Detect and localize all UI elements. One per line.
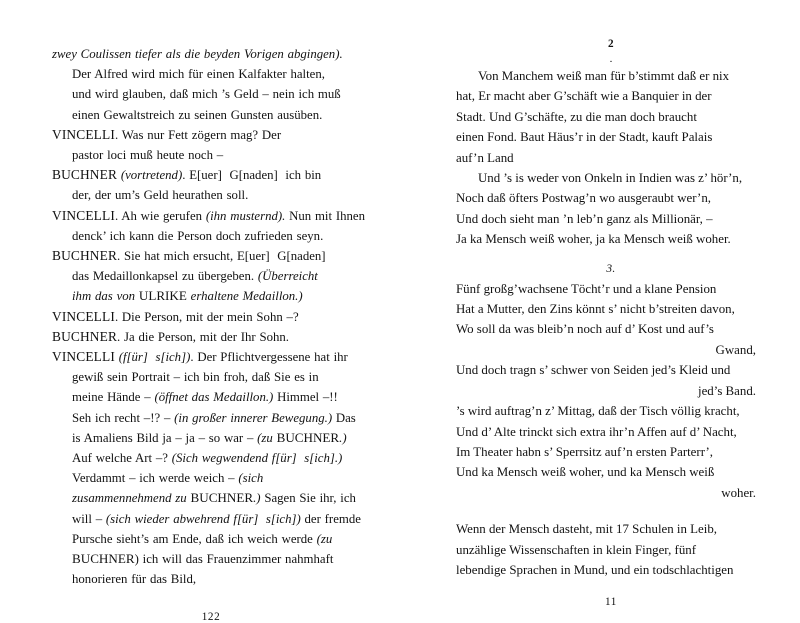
verse-line: Wo soll da was bleib’n noch auf d’ Kost und auf’s [456,322,714,337]
page-number: 11 [605,596,617,609]
dialogue-text: . Die Person, mit der mein Sohn –? [114,309,299,324]
dialogue-line [52,347,370,367]
stage-direction: (in großer innerer Bewegung.) [174,410,333,425]
dialogue-text: . Ah wie gerufen [114,208,206,223]
dialogue-line [52,408,370,428]
speaker-name: VINCELLI [52,308,115,324]
character-reference: ULRIKE [138,288,187,304]
verse-line: Und doch sieht man ’n leb’n ganz als Millionär, – [456,211,713,226]
stage-direction: (sich wieder abwehrend f[ür] s[ich]) [105,511,301,526]
speaker-name: BUCHNER [52,328,118,344]
dialogue-text: . E[uer] G[naden] ich bin [182,168,322,183]
verse-line: Und ’s is weder von Onkeln in Indien was z’ hör’n, [478,171,743,186]
section-dot: . [609,53,613,65]
dialogue-line [52,468,370,488]
dialogue-text: das Medaillonkapsel zu übergeben. [72,269,258,284]
dialogue-text: Auf welche Art –? [72,451,172,466]
dialogue-line [52,428,370,448]
prose-line: unzählige Wissenschaften in klein Finger, fünf [456,542,697,557]
verse-line: Und ka Mensch weiß woher, und ka Mensch weiß [456,465,715,480]
dialogue-text: meine Hände – [72,390,155,405]
character-reference: BUCHNER [190,490,254,506]
stage-direction-line: zwey Coulissen tiefer als die beyden Vorigen abgingen). [52,47,343,61]
dialogue-text: will – [72,511,106,526]
verse-line: Im Theater habn s’ Sperrsitz auf’n ersten Parterr’, [456,444,713,459]
dialogue-text: . Sie hat mich ersucht, E[uer] G[naden] [117,249,326,264]
dialogue-line [52,488,370,508]
character-reference: BUCHNER [276,429,340,445]
dialogue-text: . Der Pflichtvergessene hat ihr [190,350,348,365]
prose-line: lebendige Sprachen in Mund, und ein todschlachtigen [456,562,734,577]
dialogue-text: Verdammt – ich werde weich – [72,471,239,486]
dialogue-line: denck’ ich kann die Person doch zufrieden seyn. [72,228,324,243]
verse-line: ’s wird auftrag’n z’ Mittag, daß der Tisch völlig kracht, [456,404,740,419]
page-number: 122 [201,611,221,623]
stage-direction: erhaltene Medaillon.) [186,289,303,304]
dialogue-line: gewiß sein Portrait – ich bin froh, daß Sie es in [72,370,319,385]
verse-runover-line: woher. [721,485,756,500]
stanza-number: 3. [606,262,616,275]
stage-direction: ihm das von [72,289,139,304]
stage-direction: (Überreicht [257,269,318,284]
dialogue-line [52,165,370,185]
dialogue-line [52,307,370,327]
dialogue-line: pastor loci muß heute noch – [72,148,224,163]
stage-direction: (f[ür] s[ich]) [114,350,191,365]
section-number: 2 [607,38,615,50]
stage-direction: (zu [257,430,277,445]
dialogue-text: Das [332,410,356,425]
stage-direction: (Sich wegwendend f[ür] s[ich].) [171,451,343,466]
dialogue-line: einen Gewaltstreich zu seinen Gunsten ausüben. [72,107,323,122]
stage-direction: zusammennehmend zu [72,491,191,506]
dialogue-text: Seh ich recht –!? – [72,410,175,425]
dialogue-text: Nun mit Ihnen [285,208,365,223]
stage-direction: .) [339,430,347,445]
dialogue-line [52,266,370,286]
verse-line: Stadt. Und G’schäfte, zu die man doch braucht [456,109,697,124]
dialogue-text: Himmel –!! [273,390,338,405]
verse-line: Fünf großg’wachsene Töcht’r und a klane Pension [456,281,717,296]
verse-line: einen Fond. Baut Häus’r in der Stadt, kauft Palais [456,130,713,145]
stage-direction: .) [253,491,261,506]
dialogue-text: . Was nur Fett zögern mag? Der [114,127,282,142]
verse-line: Und d’ Alte trinckt sich extra ihr’n Affen auf d’ Nacht, [456,424,737,439]
stage-direction: (sich [238,471,264,486]
dialogue-line [52,246,370,266]
verse-line: auf’n Land [456,150,514,165]
verse-line: Und doch tragn s’ schwer von Seiden jed’s Kleid und [456,363,731,378]
stage-direction-line [52,286,370,306]
dialogue-text: der fremde [300,511,361,526]
speaker-name: VINCELLI [52,349,115,365]
stanza-gap [456,250,766,259]
dialogue-text: is Amaliens Bild ja – ja – so war – [72,430,258,445]
verse-line: hat, Er macht aber G’schäft wie a Banquier in der [456,89,712,104]
dialogue-line: honorieren für das Bild, [72,572,197,587]
verse-line: Von Manchem weiß man für b’stimmt daß er nix [478,69,730,83]
dialogue-line [52,529,370,549]
speaker-name: VINCELLI [52,207,115,223]
dialogue-text: Pursche sieht’s am Ende, daß ich weich werde [72,531,317,546]
stage-direction: (öffnet das Medaillon.) [154,390,274,405]
dialogue-line: Der Alfred wird mich für einen Kalfakter halten, [72,67,325,82]
stage-direction: (ihn musternd). [205,208,286,223]
dialogue-line [52,549,370,569]
verse-line: Ja ka Mensch weiß woher, ja ka Mensch weiß woher. [456,232,731,247]
dialogue-line [52,327,370,347]
dialogue-line [52,206,370,226]
dialogue-line: und wird glauben, daß mich ’s Geld – nein ich muß [72,87,341,102]
character-reference: BUCHNER [72,551,135,567]
stage-direction: (zu [316,531,333,546]
dialogue-line [52,387,370,407]
paragraph-gap [456,503,766,519]
verse-line: Hat a Mutter, den Zins könnt s’ nicht b’streiten davon, [456,302,735,317]
dialogue-line: der, der um’s Geld heurathen soll. [72,188,249,203]
dialogue-text: Sagen Sie ihr, ich [260,491,356,506]
dialogue-line [52,509,370,529]
speaker-name: BUCHNER [52,248,118,264]
right-page [400,0,800,609]
prose-line: Wenn der Mensch dasteht, mit 17 Schulen in Leib, [456,522,718,537]
dialogue-text: . Ja die Person, mit der Ihr Sohn. [117,329,290,344]
verse-runover-line: jed’s Band. [697,383,756,398]
dialogue-line [52,125,370,145]
speaker-name: BUCHNER [52,167,118,183]
verse-runover-line: Gwand, [715,342,756,357]
stage-direction: (vortretend) [117,168,183,183]
dialogue-line [52,448,370,468]
verse-line: Noch daß öfters Postwag’n wo ausgeraubt wer’n, [456,191,711,206]
speaker-name: VINCELLI [52,126,115,142]
dialogue-text: ) ich will das Frauenzimmer nahmhaft [134,552,334,567]
